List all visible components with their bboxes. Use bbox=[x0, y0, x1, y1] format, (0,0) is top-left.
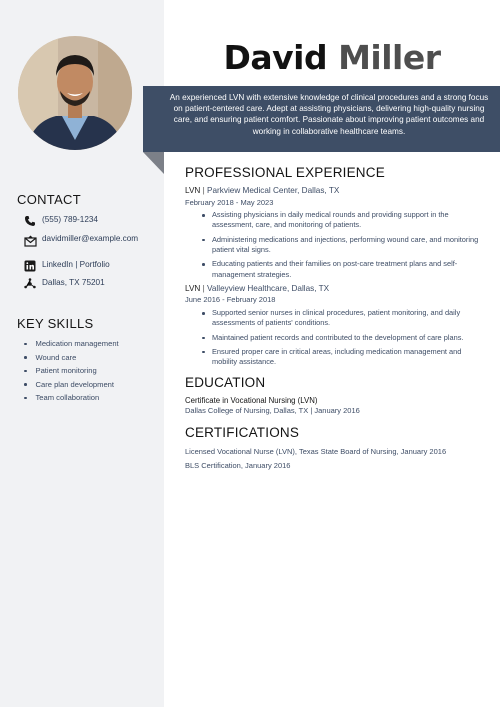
profile-photo bbox=[18, 36, 132, 150]
list-item bbox=[202, 235, 484, 256]
bullet-icon bbox=[202, 312, 205, 315]
job-employer: Valleyview Healthcare, Dallas, TX bbox=[207, 284, 330, 293]
linkedin-icon bbox=[23, 260, 37, 272]
list-item bbox=[202, 347, 484, 368]
last-name: Miller bbox=[338, 38, 441, 77]
job-role: LVN bbox=[185, 186, 201, 195]
skill-label: Team collaboration bbox=[35, 393, 100, 403]
bullet-icon bbox=[202, 351, 205, 354]
job-employer: Parkview Medical Center, Dallas, TX bbox=[207, 186, 340, 195]
bullet-icon bbox=[202, 239, 205, 242]
list-item bbox=[24, 364, 119, 378]
certifications-heading: CERTIFICATIONS bbox=[185, 425, 300, 440]
bullet-icon bbox=[24, 356, 27, 359]
list-item bbox=[24, 351, 119, 365]
contact-linkedin[interactable] bbox=[23, 260, 110, 272]
job-dates: February 2018 - May 2023 bbox=[185, 198, 274, 207]
key-skills-list bbox=[24, 337, 119, 405]
list-item bbox=[24, 378, 119, 392]
bullet-text: Educating patients and their families on post-care treatment plans and self-management strategies. bbox=[212, 259, 458, 279]
separator: | bbox=[202, 284, 205, 293]
linkedin-portfolio-link: LinkedIn | Portfolio bbox=[42, 260, 110, 269]
phone-number: (555) 789-1234 bbox=[42, 215, 98, 224]
list-item bbox=[202, 308, 484, 329]
bullet-icon bbox=[24, 397, 27, 400]
first-name: David bbox=[223, 38, 328, 77]
bullet-icon bbox=[24, 370, 27, 373]
bullet-icon bbox=[202, 337, 205, 340]
skill-label: Medication management bbox=[35, 339, 119, 348]
bullet-icon bbox=[202, 263, 205, 266]
contact-phone[interactable] bbox=[23, 215, 98, 227]
contact-location bbox=[23, 278, 105, 290]
certification-item: BLS Certification, January 2016 bbox=[185, 461, 291, 470]
education-school: Dallas College of Nursing, Dallas, TX | January 2016 bbox=[185, 406, 360, 415]
job-role: LVN bbox=[185, 284, 201, 293]
skill-label: Wound care bbox=[35, 352, 77, 362]
bullet-icon bbox=[24, 343, 27, 346]
bullet-icon bbox=[24, 383, 27, 386]
list-item bbox=[202, 210, 484, 231]
job-bullets bbox=[202, 210, 484, 284]
candidate-name bbox=[164, 38, 500, 78]
location-text: Dallas, TX 75201 bbox=[42, 278, 105, 287]
education-heading: EDUCATION bbox=[185, 375, 266, 390]
bullet-text: Supported senior nurses in clinical procedures, patient monitoring, and daily assessments of patients' conditions. bbox=[212, 308, 461, 328]
list-item bbox=[24, 391, 119, 405]
separator: | bbox=[202, 186, 205, 195]
skill-label: Care plan development bbox=[35, 379, 115, 389]
bullet-text: Maintained patient records and contributed to the development of care plans. bbox=[212, 332, 464, 342]
bullet-text: Administering medications and injections, performing wound care, and monitoring patient vital signs. bbox=[212, 234, 479, 255]
envelope-icon bbox=[23, 235, 37, 247]
phone-icon bbox=[23, 215, 37, 227]
job-title-line bbox=[185, 284, 329, 293]
experience-heading: PROFESSIONAL EXPERIENCE bbox=[185, 165, 385, 180]
summary-band-fold bbox=[143, 152, 164, 174]
education-degree: Certificate in Vocational Nursing (LVN) bbox=[185, 396, 318, 405]
contact-heading: CONTACT bbox=[17, 192, 81, 207]
certification-item: Licensed Vocational Nurse (LVN), Texas State Board of Nursing, January 2016 bbox=[185, 447, 447, 456]
skill-label: Patient monitoring bbox=[35, 366, 97, 376]
job-title-line bbox=[185, 186, 339, 195]
key-skills-heading: KEY SKILLS bbox=[17, 316, 94, 331]
bullet-text: Assisting physicians in daily medical rounds and providing support in the assessment, care, and monitoring of patients. bbox=[212, 210, 449, 230]
job-bullets bbox=[202, 308, 484, 371]
job-dates: June 2016 - February 2018 bbox=[185, 295, 276, 304]
contact-email[interactable] bbox=[23, 234, 142, 247]
list-item bbox=[202, 259, 484, 280]
profile-summary: An experienced LVN with extensive knowledge of clinical procedures and a strong focus on patient-centered care. Adept at assisting physicians, delivering high-quality nursing care, and ensuring patient comfort. Passionate about improving patient outcomes and working in collaborative healthcare teams. bbox=[169, 93, 489, 136]
list-item bbox=[24, 337, 119, 351]
email-address: davidmiller@example.com bbox=[42, 234, 139, 243]
bullet-icon bbox=[202, 214, 205, 217]
location-icon bbox=[23, 278, 37, 290]
list-item bbox=[202, 333, 484, 343]
bullet-text: Ensured proper care in critical areas, including medication management and mobility assistance. bbox=[212, 346, 462, 367]
